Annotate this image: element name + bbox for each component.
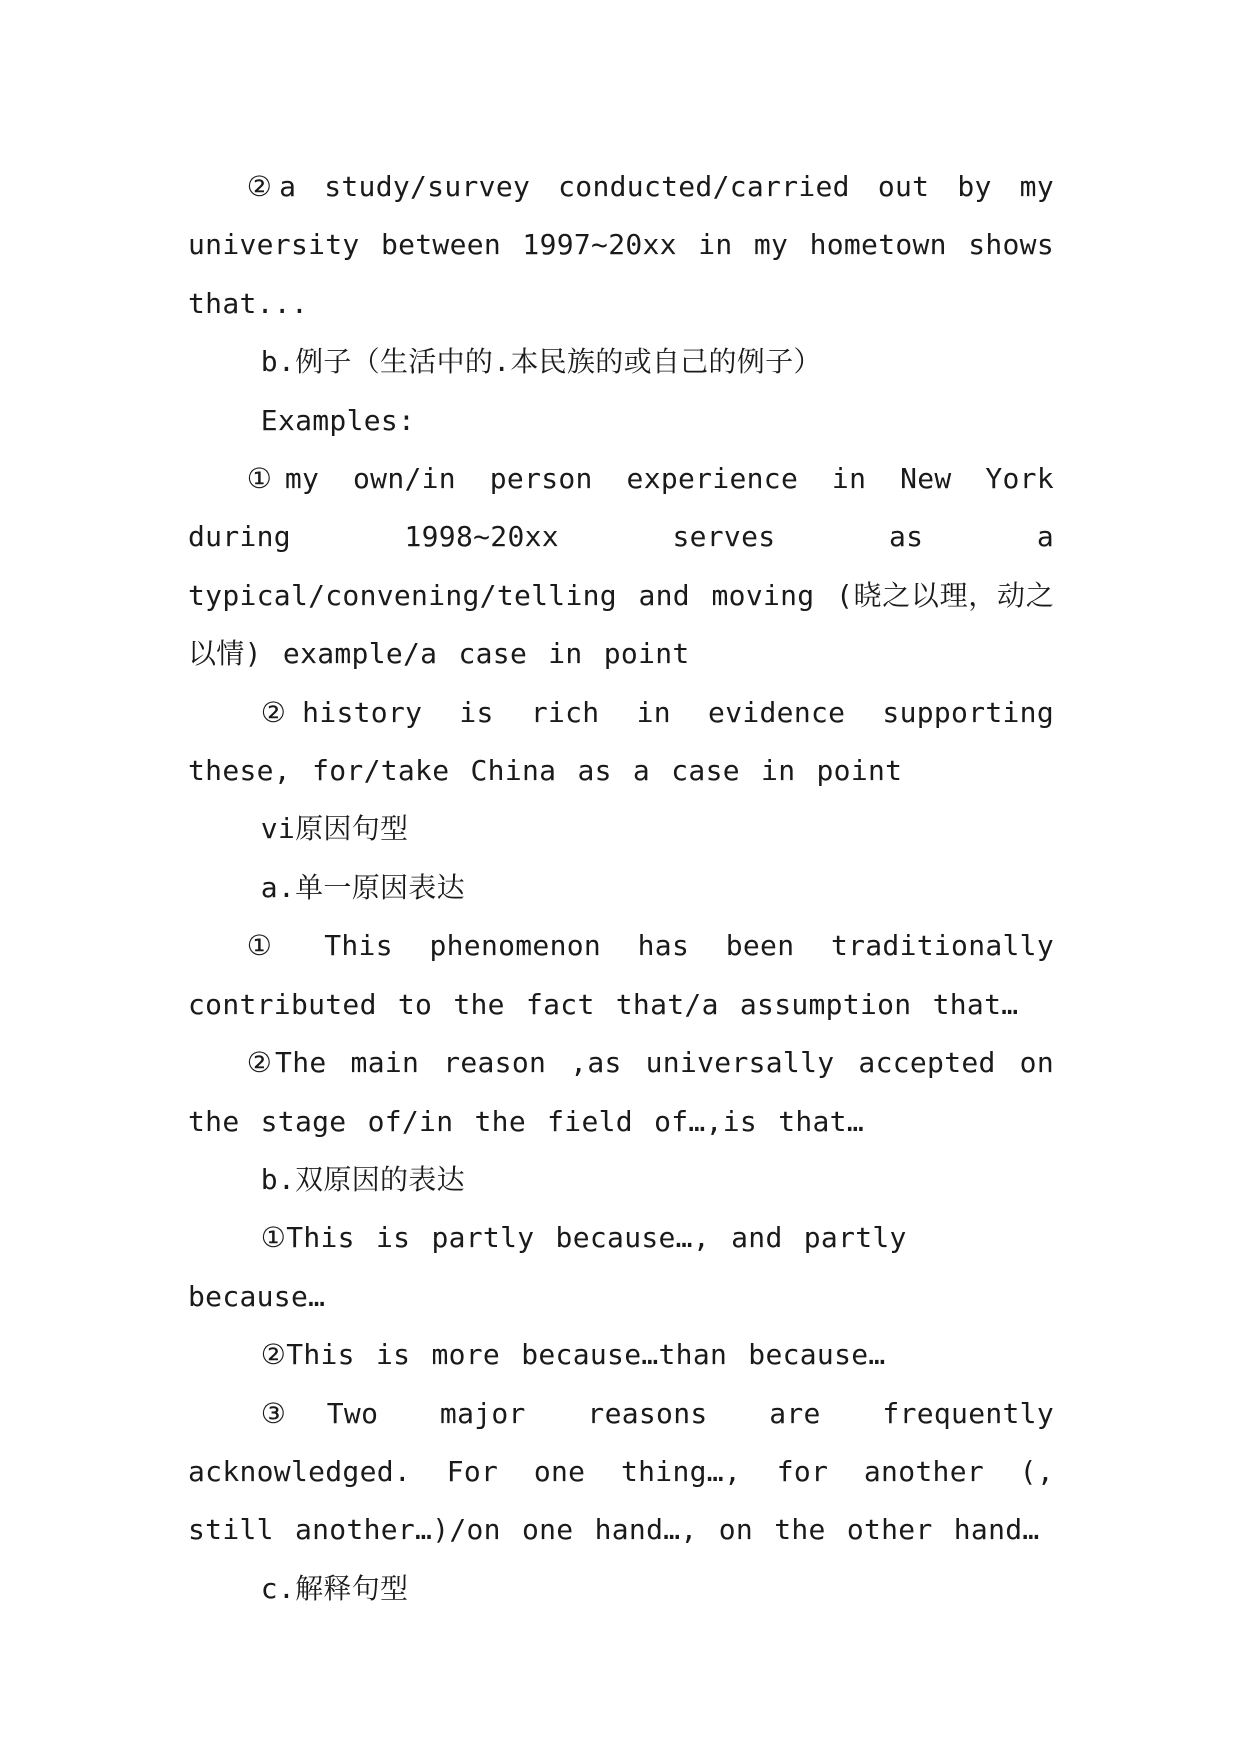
paragraph-history-evidence: ②history is rich in evidence supporting these, for/take China as a case in point bbox=[188, 695, 1054, 788]
paragraph-single-reason-2: ②The main reason ,as universally accepted on the stage of/in the field of…,is that… bbox=[188, 1046, 1054, 1138]
paragraph-heading-double-reason: b.双原因的表达 bbox=[260, 1162, 465, 1196]
paragraph-examples-label: Examples: bbox=[260, 403, 416, 437]
paragraph-double-reason-2: ②This is more because…than because… bbox=[260, 1338, 886, 1372]
paragraph-single-reason-1: ① This phenomenon has been traditionally contributed to the fact that/a assumption that… bbox=[188, 929, 1054, 1021]
paragraph-personal-experience: ①my own/in person experience in New York during 1998~20xx serves as a typical/convening/telling and moving (晓之以理，动之以情) example/a case in point bbox=[188, 462, 1054, 671]
paragraph-double-reason-3: ③Two major reasons are frequently acknowledged. For one thing…, for another (, still another…)/on one hand…, on the other hand… bbox=[188, 1396, 1054, 1547]
document-body bbox=[188, 158, 1054, 1618]
paragraph-survey-example: ②a study/survey conducted/carried out by my university between 1997~20xx in my hometown shows that... bbox=[188, 170, 1054, 320]
paragraph-heading-single-reason: a.单一原因表达 bbox=[260, 870, 465, 904]
paragraph-double-reason-1: ①This is partly because…, and partly because… bbox=[188, 1221, 907, 1313]
paragraph-heading-reasons: vi原因句型 bbox=[260, 812, 409, 846]
paragraph-heading-examples-cn: b.例子（生活中的.本民族的或自己的例子） bbox=[260, 345, 822, 379]
paragraph-heading-explanation: c.解释句型 bbox=[260, 1571, 409, 1605]
